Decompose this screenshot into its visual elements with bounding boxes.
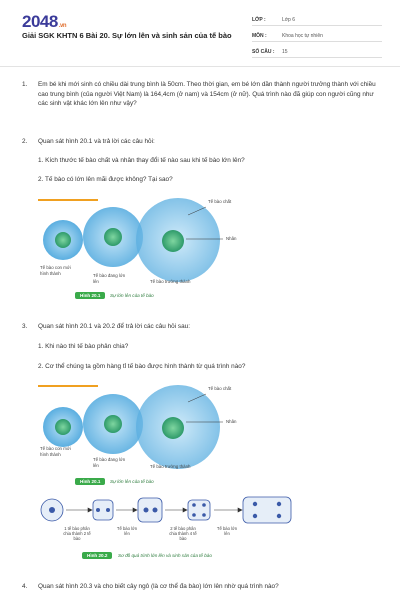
meta-row-class bbox=[252, 12, 382, 26]
nucleus bbox=[277, 514, 281, 518]
question-1 bbox=[22, 80, 382, 109]
meta-key: LỚP : bbox=[252, 17, 266, 23]
sub-question: 2. Cơ thể chúng ta gồm hàng tỉ tế bào được hình thành từ quá trình nào? bbox=[38, 363, 246, 370]
grown-cell bbox=[138, 498, 162, 522]
label-mature-cell: Tế bào trưởng thành bbox=[150, 279, 191, 284]
question-number: 4. bbox=[22, 583, 28, 590]
question-number: 1. bbox=[22, 81, 28, 88]
nucleus bbox=[55, 419, 71, 435]
dividing-cell-4 bbox=[188, 500, 210, 520]
meta-key: MÔN : bbox=[252, 33, 267, 39]
nucleus bbox=[277, 502, 281, 506]
figure-20-1-repeat bbox=[38, 382, 258, 487]
nucleus bbox=[49, 507, 55, 513]
nucleus bbox=[202, 503, 206, 507]
sequence-label: Tế bào lớn lên bbox=[116, 526, 138, 536]
nucleus bbox=[162, 417, 184, 439]
question-2 bbox=[22, 137, 382, 147]
nucleus bbox=[55, 232, 71, 248]
cell-division-sequence bbox=[38, 496, 298, 524]
nucleus bbox=[202, 513, 206, 517]
arrow-icon bbox=[183, 508, 187, 512]
question-number: 3. bbox=[22, 323, 28, 330]
figure-20-1 bbox=[38, 195, 258, 300]
figure-caption: Sự lớn lên của tế bào bbox=[110, 479, 154, 484]
arrow-icon bbox=[238, 508, 242, 512]
sub-question: 1. Khi nào thì tế bào phân chia? bbox=[38, 343, 129, 350]
label-new-cell: Tế bào con mới hình thành bbox=[40, 446, 71, 457]
document-title: Giải SGK KHTN 6 Bài 20. Sự lớn lên và sinh sản của tế bào bbox=[22, 31, 232, 40]
label-growing-cell: Tế bào đang lớn lên bbox=[93, 273, 126, 284]
cell-growth-illustration bbox=[38, 195, 258, 300]
cell-growth-illustration bbox=[38, 382, 258, 487]
nucleus bbox=[153, 508, 158, 513]
grown-cells-4 bbox=[243, 497, 291, 523]
sub-question: 1. Kích thước tế bào chất và nhân thay đổi tế nào sau khi tế bào lớn lên? bbox=[38, 157, 245, 164]
meta-row-count bbox=[252, 44, 382, 58]
figure-caption-badge: Hình 20.1 bbox=[75, 292, 105, 299]
nucleus bbox=[104, 228, 122, 246]
nucleus bbox=[104, 415, 122, 433]
question-text: Quan sát hình 20.1 và trả lời các câu hỏi: bbox=[38, 138, 155, 145]
nucleus bbox=[162, 230, 184, 252]
nucleus bbox=[192, 503, 196, 507]
figure-caption-badge: Hình 20.1 bbox=[75, 478, 105, 485]
nucleus bbox=[106, 508, 110, 512]
arrow-icon bbox=[88, 508, 92, 512]
sequence-label: 1 tế bào phân chia thành 2 tế bào bbox=[63, 526, 91, 541]
sequence-label: 2 tế bào phân chia thành 4 tế bào bbox=[169, 526, 197, 541]
meta-value: Khoa học tự nhiên bbox=[282, 33, 323, 39]
arrow-icon bbox=[133, 508, 137, 512]
figure-caption: Sơ đồ quá trình lớn lên và sinh sản của tế bào bbox=[118, 553, 212, 558]
nucleus bbox=[96, 508, 100, 512]
logo-suffix: .vn bbox=[58, 23, 66, 29]
question-4 bbox=[22, 582, 382, 592]
question-text: Quan sát hình 20.1 và 20.2 để trả lời các câu hỏi sau: bbox=[38, 323, 190, 330]
sequence-label: Tế bào lớn lên bbox=[216, 526, 238, 536]
label-nucleus: Nhân bbox=[226, 419, 237, 424]
label-cytoplasm: Tế bào chất bbox=[208, 199, 232, 204]
label-nucleus: Nhân bbox=[226, 236, 237, 241]
meta-row-subject bbox=[252, 28, 382, 42]
label-growing-cell: Tế bào đang lớn lên bbox=[93, 457, 126, 468]
nucleus bbox=[253, 514, 257, 518]
meta-value: 15 bbox=[282, 49, 288, 55]
nucleus bbox=[144, 508, 149, 513]
nucleus bbox=[253, 502, 257, 506]
label-new-cell: Tế bào con mới hình thành bbox=[40, 265, 71, 276]
sub-question: 2. Tế bào có lớn lên mãi được không? Tại sao? bbox=[38, 176, 173, 183]
question-text: Quan sát hình 20.3 và cho biết cây ngô (là cơ thể đa bào) lớn lên nhờ quá trình nào? bbox=[38, 583, 279, 590]
label-cytoplasm: Tế bào chất bbox=[208, 386, 232, 391]
figure-caption: Sự lớn lên của tế bào bbox=[110, 293, 154, 298]
logo-text: 2048 bbox=[22, 12, 58, 31]
page-header bbox=[0, 0, 400, 70]
nucleus bbox=[192, 513, 196, 517]
label-mature-cell: Tế bào trưởng thành bbox=[150, 464, 191, 469]
figure-20-2 bbox=[38, 496, 298, 541]
site-logo[interactable] bbox=[22, 12, 66, 32]
question-text: Em bé khi mới sinh có chiều dài trung bình là 50cm. Theo thời gian, em bé lớn dần thành người trưởng thành với chiều cao trung bình (của người Việt Nam) là 164,4cm (ở nam) và 154cm (ở nữ). Quá trình nào đã giúp con người cũng như các sinh vật khác lớn lên như vậy? bbox=[38, 81, 376, 107]
meta-value: Lớp 6 bbox=[282, 17, 296, 23]
figure-caption-badge: Hình 20.2 bbox=[82, 552, 112, 559]
meta-key: SỐ CÂU : bbox=[252, 49, 275, 55]
header-divider bbox=[0, 66, 400, 67]
question-number: 2. bbox=[22, 138, 28, 145]
meta-panel bbox=[252, 12, 382, 60]
question-3 bbox=[22, 322, 382, 332]
